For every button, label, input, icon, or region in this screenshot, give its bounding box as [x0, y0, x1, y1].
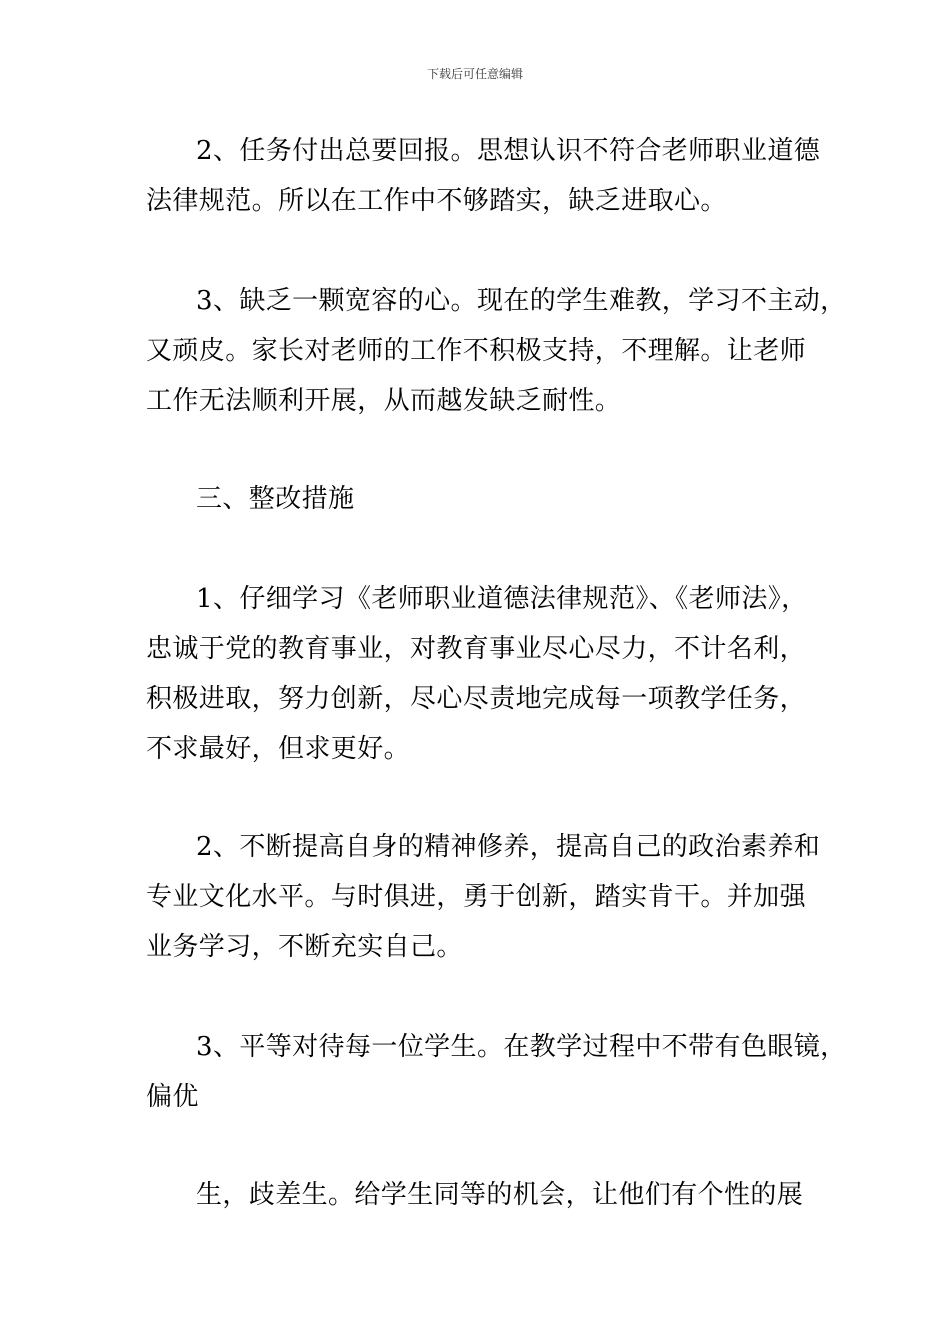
section-heading: 三、整改措施	[196, 484, 355, 514]
paragraph-line: 生，歧差生。给学生同等的机会，让他们有个性的展	[196, 1180, 804, 1210]
page-header: 下载后可任意编辑	[426, 67, 523, 81]
paragraph-line: 3、缺乏一颗宽容的心。现在的学生难教，学习不主动，	[196, 286, 847, 316]
paragraph-line: 业务学习，不断充实自己。	[146, 932, 463, 962]
paragraph-line: 工作无法顺利开展，从而越发缺乏耐性。	[146, 386, 622, 416]
paragraph-line: 2、不断提高自身的精神修养，提高自己的政治素养和	[196, 832, 821, 862]
paragraph-line: 专业文化水平。与时俱进，勇于创新，踏实肯干。并加强	[146, 882, 807, 912]
paragraph-line: 又顽皮。家长对老师的工作不积极支持，不理解。让老师	[146, 336, 807, 366]
paragraph-line: 2、任务付出总要回报。思想认识不符合老师职业道德	[196, 136, 821, 166]
paragraph-line: 不求最好，但求更好。	[146, 734, 411, 764]
paragraph-line: 1、仔细学习《老师职业道德法律规范》、《老师法》，	[196, 584, 808, 614]
paragraph-line: 忠诚于党的教育事业，对教育事业尽心尽力，不计名利，	[146, 634, 807, 664]
paragraph-line: 法律规范。所以在工作中不够踏实，缺乏进取心。	[146, 186, 727, 216]
paragraph-line: 积极进取，努力创新，尽心尽责地完成每一项教学任务，	[146, 684, 807, 714]
paragraph-line: 偏优	[146, 1082, 199, 1112]
paragraph-line: 3、平等对待每一位学生。在教学过程中不带有色眼镜，	[196, 1032, 847, 1062]
